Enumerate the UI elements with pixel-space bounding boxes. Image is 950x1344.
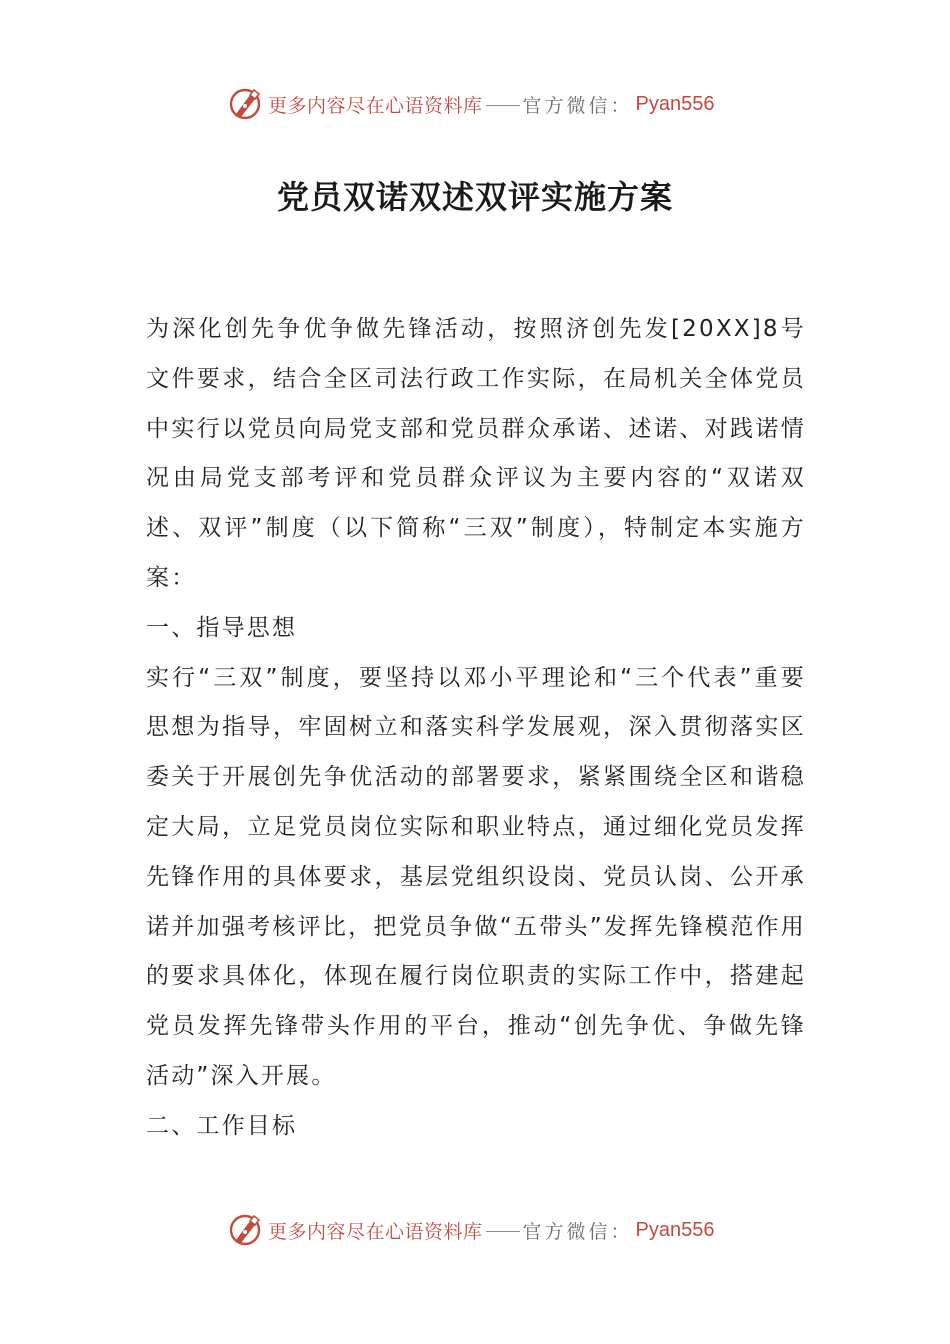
watermark-official-text: 官方微信 <box>522 1220 611 1243</box>
watermark-brand-text: 更多内容尽在心语资料库 <box>268 1220 483 1243</box>
watermark-brand-text: 更多内容尽在心语资料库 <box>268 94 483 117</box>
watermark-dash <box>486 1231 520 1232</box>
section-heading-guiding-ideology: 一、指导思想 <box>146 614 298 641</box>
paragraph-guiding-ideology: 实行“三双”制度，要坚持以邓小平理论和“三个代表”重要思想为指导，牢固树立和落实科学发展观，深入贯彻落实区委关于开展创先争优活动的部署要求，紧紧围绕全区和谐稳定大局，立足党员岗位实际和职业特点，通过细化党员发挥先锋作用的具体要求，基层党组织设岗、党员认岗、公开承诺并加强考核评比，把党员争做“五带头”发挥先锋模范作用的要求具体化，体现在履行岗位职责的实际工作中，搭建起党员发挥先锋带头作用的平台，推动“创先争优、争做先锋活动”深入开展。 <box>146 664 806 1089</box>
watermark-official-text: 官方微信 <box>522 94 611 117</box>
footer-watermark <box>228 1210 715 1250</box>
document-title: 党员双诺双述双评实施方案 <box>276 178 673 216</box>
watermark-colon: ： <box>610 94 630 117</box>
section-heading-work-goals: 二、工作目标 <box>146 1112 298 1139</box>
watermark-dash <box>486 105 520 106</box>
pen-nib-circle-icon <box>228 86 264 122</box>
watermark-colon: ： <box>610 1220 630 1243</box>
document-body <box>146 305 806 1152</box>
watermark-wechat-id: Pyan556 <box>635 92 715 115</box>
watermark-wechat-id: Pyan556 <box>635 1218 715 1241</box>
header-watermark <box>228 84 715 124</box>
paragraph-intro: 为深化创先争优争做先锋活动，按照济创先发[20XX]8号文件要求，结合全区司法行政工作实际，在局机关全体党员中实行以党员向局党支部和党员群众承诺、述诺、对践诺情况由局党支部考评和党员群众评议为主要内容的“双诺双述、双评”制度（以下简称“三双”制度），特制定本实施方案： <box>146 316 806 591</box>
pen-nib-circle-icon <box>228 1212 264 1248</box>
